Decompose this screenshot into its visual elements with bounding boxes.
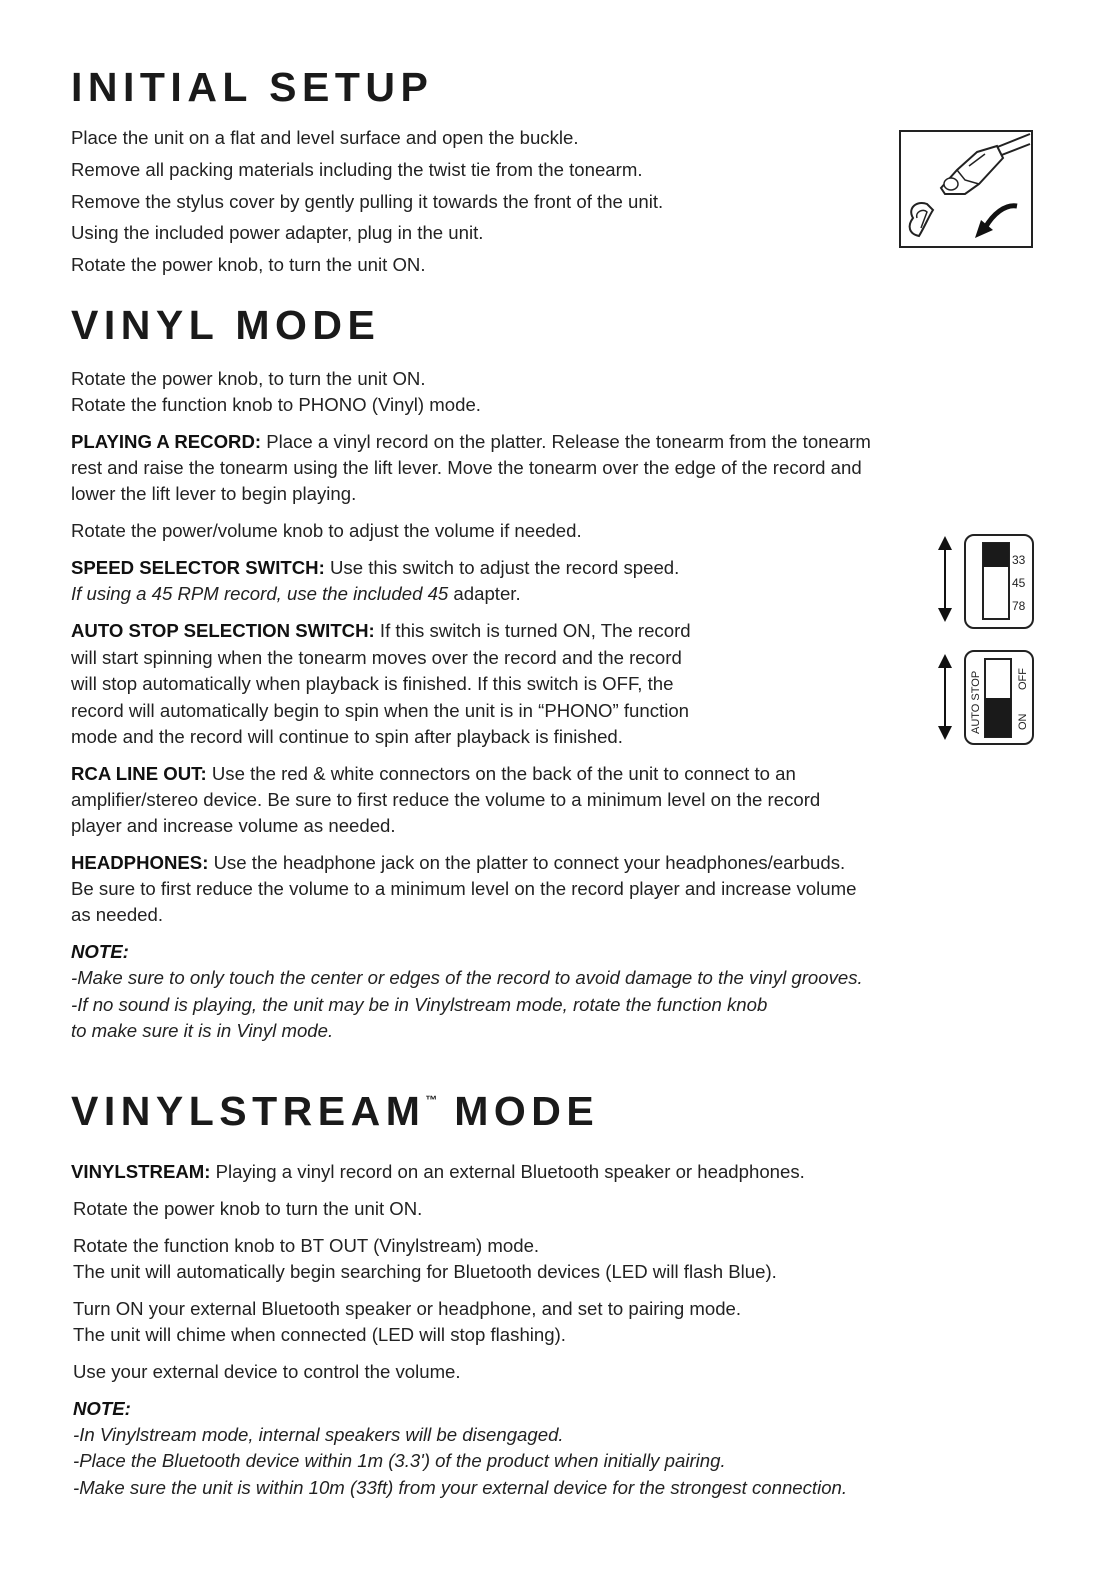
vinyl-note-2: -If no sound is playing, the unit may be in Vinylstream mode, rotate the function knob — [71, 994, 768, 1015]
speed-label-33: 33 — [1012, 553, 1026, 567]
initial-setup-heading: INITIAL SETUP — [71, 64, 434, 110]
vinylstream-title: VINYLSTREAM — [71, 1088, 426, 1134]
headphones-line-3: as needed. — [71, 904, 164, 925]
speed-selector-note — [71, 581, 521, 608]
headphones-label: HEADPHONES: — [71, 852, 209, 873]
vinyl-mode-heading: VINYL MODE — [71, 302, 381, 348]
vinylstream-mode-heading — [71, 1088, 599, 1135]
vinylstream-step-3b: The unit will chime when connected (LED will stop flashing). — [73, 1324, 566, 1345]
vinylstream-note-title: NOTE: — [73, 1398, 131, 1419]
vinylstream-title-rest: MODE — [437, 1088, 600, 1134]
vinylstream-step-3a: Turn ON your external Bluetooth speaker or headphone, and set to pairing mode. — [73, 1298, 742, 1319]
playing-record-line-3: lower the lift lever to begin playing. — [71, 483, 357, 504]
auto-stop-on-label: ON — [1017, 713, 1029, 730]
speed-selector-label: SPEED SELECTOR SWITCH: — [71, 557, 325, 578]
setup-step-5: Rotate the power knob, to turn the unit ON. — [71, 254, 426, 275]
playing-record-line-1 — [71, 429, 871, 456]
auto-stop-line-4: record will automatically begin to spin when the unit is in “PHONO” function — [71, 700, 690, 721]
vinyl-intro-2: Rotate the function knob to PHONO (Vinyl) mode. — [71, 394, 481, 415]
vinylstream-def-text: Playing a vinyl record on an external Bluetooth speaker or headphones. — [210, 1161, 805, 1182]
auto-stop-switch-illustration — [932, 650, 1038, 755]
setup-step-1: Place the unit on a flat and level surface and open the buckle. — [71, 127, 579, 148]
speed-note-rest: adapter. — [448, 583, 521, 604]
speed-selector-text: Use this switch to adjust the record speed. — [324, 557, 680, 578]
auto-stop-line-1 — [71, 618, 691, 645]
playing-record-label: PLAYING A RECORD: — [71, 431, 262, 452]
vinylstream-note-2: -Place the Bluetooth device within 1m (3.3') of the product when initially pairing. — [73, 1450, 726, 1471]
auto-stop-line-2: will start spinning when the tonearm moves over the record and the record — [71, 647, 682, 668]
vinyl-note-3: to make sure it is in Vinyl mode. — [71, 1020, 334, 1041]
vinyl-note-title: NOTE: — [71, 941, 129, 962]
vinyl-note-1: -Make sure to only touch the center or edges of the record to avoid damage to the vinyl grooves. — [71, 967, 863, 988]
auto-stop-off-label: OFF — [1017, 668, 1029, 690]
playing-record-text: Place a vinyl record on the platter. Release the tonearm from the tonearm — [261, 431, 871, 452]
headphones-text-1: Use the headphone jack on the platter to connect your headphones/earbuds. — [208, 852, 846, 873]
trademark-symbol: ™ — [425, 1093, 438, 1108]
speed-label-45: 45 — [1012, 576, 1026, 590]
playing-record-line-2: rest and raise the tonearm using the lift lever. Move the tonearm over the edge of the record and — [71, 457, 862, 478]
vinyl-intro-1: Rotate the power knob, to turn the unit ON. — [71, 368, 426, 389]
auto-stop-line-3: will stop automatically when playback is finished. If this switch is OFF, the — [71, 673, 674, 694]
setup-step-4: Using the included power adapter, plug in the unit. — [71, 222, 484, 243]
rca-line-2: amplifier/stereo device. Be sure to first reduce the volume to a minimum level on the record — [71, 789, 821, 810]
rca-line-1 — [71, 761, 796, 788]
vinylstream-step-4: Use your external device to control the volume. — [73, 1361, 461, 1382]
speed-switch-illustration — [932, 532, 1038, 637]
vinylstream-note-3: -Make sure the unit is within 10m (33ft) from your external device for the strongest connection. — [73, 1477, 848, 1498]
rca-line-3: player and increase volume as needed. — [71, 815, 396, 836]
auto-stop-label: AUTO STOP SELECTION SWITCH: — [71, 620, 375, 641]
setup-step-3: Remove the stylus cover by gently pulling it towards the front of the unit. — [71, 191, 664, 212]
auto-stop-line-5: mode and the record will continue to spin after playback is finished. — [71, 726, 623, 747]
auto-stop-caption: AUTO STOP — [970, 670, 982, 734]
vinylstream-def-label: VINYLSTREAM: — [71, 1161, 211, 1182]
speed-selector-line-1 — [71, 555, 679, 582]
vinylstream-step-2b: The unit will automatically begin searching for Bluetooth devices (LED will flash Blue). — [73, 1261, 777, 1282]
volume-text: Rotate the power/volume knob to adjust the volume if needed. — [71, 520, 582, 541]
vinylstream-definition — [71, 1159, 805, 1186]
stylus-cover-illustration — [899, 130, 1034, 254]
vinylstream-step-2a: Rotate the function knob to BT OUT (Vinylstream) mode. — [73, 1235, 540, 1256]
vinylstream-step-1: Rotate the power knob to turn the unit ON. — [73, 1198, 423, 1219]
vinylstream-note-1: -In Vinylstream mode, internal speakers will be disengaged. — [73, 1424, 564, 1445]
speed-label-78: 78 — [1012, 599, 1026, 613]
rca-label: RCA LINE OUT: — [71, 763, 207, 784]
speed-note-italic: If using a 45 RPM record, use the included 45 — [71, 583, 449, 604]
setup-step-2: Remove all packing materials including the twist tie from the tonearm. — [71, 159, 643, 180]
headphones-line-1 — [71, 850, 845, 877]
auto-stop-text-1: If this switch is turned ON, The record — [374, 620, 691, 641]
headphones-line-2: Be sure to first reduce the volume to a minimum level on the record player and increase volume — [71, 878, 857, 899]
rca-text-1: Use the red & white connectors on the back of the unit to connect to an — [206, 763, 796, 784]
